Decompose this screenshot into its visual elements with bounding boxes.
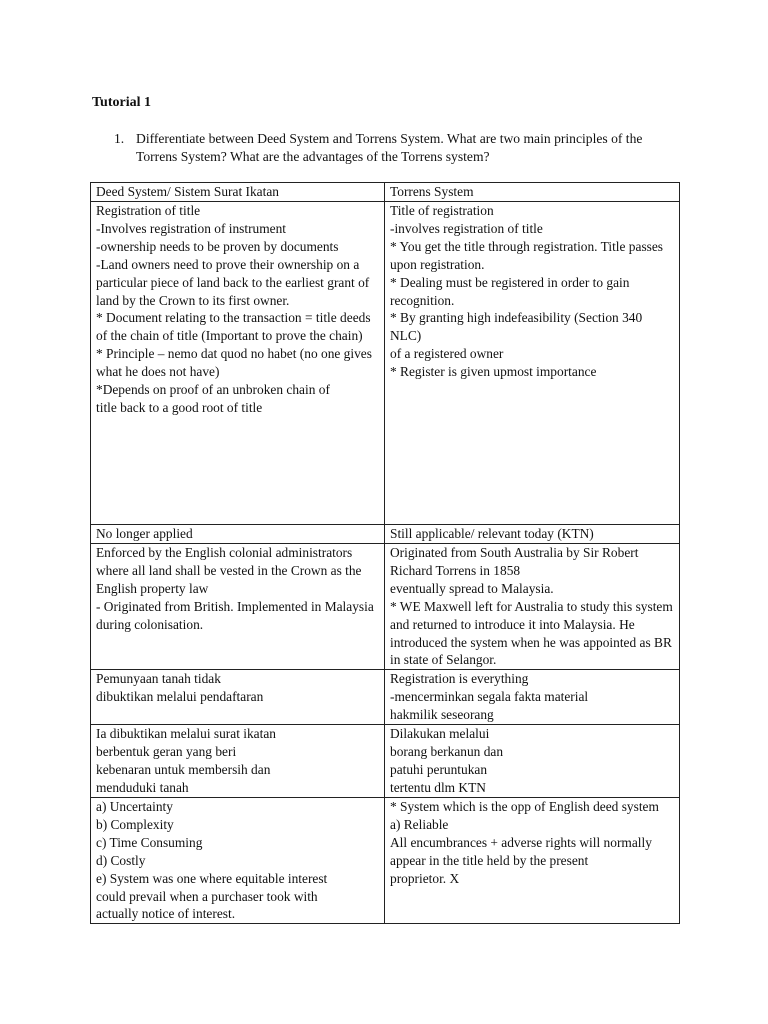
- table-cell-torrens: Still applicable/ relevant today (KTN): [385, 525, 680, 544]
- table-cell-deed: Ia dibuktikan melalui surat ikatan berbentuk geran yang beri kebenaran untuk membersih dan menduduki tanah: [91, 725, 385, 798]
- table-row: [91, 202, 680, 525]
- table-cell-torrens: Originated from South Australia by Sir Robert Richard Torrens in 1858 eventually spread to Malaysia. * WE Maxwell left for Australia to study this system and returned to introduce it into Malaysia. He introduced the system when he was appointed as BR in state of Selangor.: [385, 544, 680, 670]
- table-row-header: [91, 183, 680, 202]
- table-cell-deed: Pemunyaan tanah tidak dibuktikan melalui pendaftaran: [91, 670, 385, 725]
- table-cell-torrens: Title of registration -involves registration of title * You get the title through registration. Title passes upon registration. * Dealing must be registered in order to gain recognition. * By granting high indefeasibility (Section 340 NLC) of a registered owner * Register is given upmost importance: [385, 202, 680, 525]
- table-row: [91, 670, 680, 725]
- table-cell-deed: a) Uncertainty b) Complexity c) Time Consuming d) Costly e) System was one where equitable interest could prevail when a purchaser took with actually notice of interest.: [91, 797, 385, 923]
- table-row: [91, 797, 680, 923]
- table-cell-torrens: Registration is everything -mencerminkan segala fakta material hakmilik seseorang: [385, 670, 680, 725]
- table-row: [91, 544, 680, 670]
- question-1: [114, 130, 674, 166]
- comparison-table: [90, 182, 680, 924]
- page-title: Tutorial 1: [92, 95, 151, 110]
- table-row: [91, 525, 680, 544]
- header-deed-system: Deed System/ Sistem Surat Ikatan: [91, 183, 385, 202]
- table-cell-torrens: Dilakukan melalui borang berkanun dan patuhi peruntukan tertentu dlm KTN: [385, 725, 680, 798]
- question-text: Differentiate between Deed System and Torrens System. What are two main principles of the Torrens System? What are the advantages of the Torrens system?: [136, 131, 643, 164]
- header-torrens-system: Torrens System: [385, 183, 680, 202]
- table-row: [91, 725, 680, 798]
- table-cell-torrens: * System which is the opp of English deed system a) Reliable All encumbrances + adverse rights will normally appear in the title held by the present proprietor. X: [385, 797, 680, 923]
- table-cell-deed: Registration of title -Involves registration of instrument -ownership needs to be proven by documents -Land owners need to prove their ownership on a particular piece of land back to the earliest grant of land by the Crown to its first owner. * Document relating to the transaction = title deeds of the chain of title (Important to prove the chain) * Principle – nemo dat quod no habet (no one gives what he does not have) *Depends on proof of an unbroken chain of title back to a good root of title: [91, 202, 385, 525]
- question-number: 1.: [114, 131, 125, 146]
- table-cell-deed: Enforced by the English colonial administrators where all land shall be vested in the Crown as the English property law - Originated from British. Implemented in Malaysia during colonisation.: [91, 544, 385, 670]
- table-cell-deed: No longer applied: [91, 525, 385, 544]
